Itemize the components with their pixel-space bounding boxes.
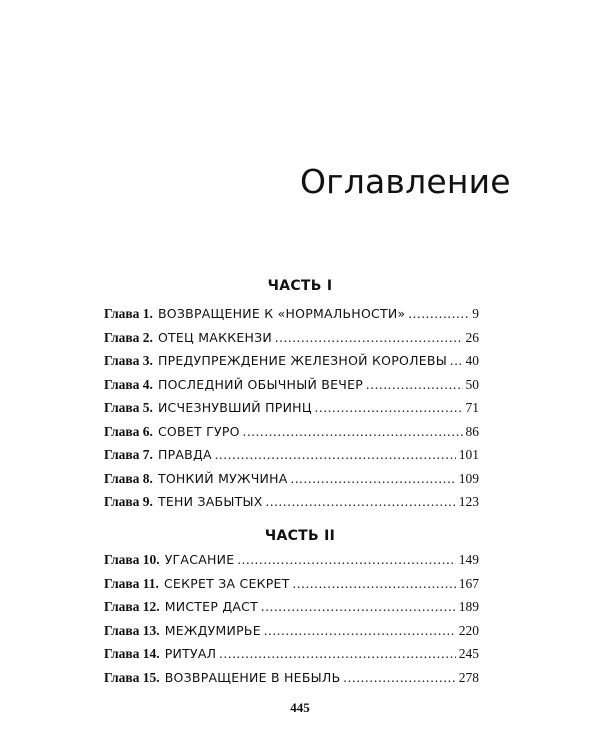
part-1-heading: ЧАСТЬ I xyxy=(267,278,333,294)
toc-page-number: 40 xyxy=(465,353,479,368)
toc-dot-leader xyxy=(291,471,456,487)
toc-dot-leader xyxy=(343,670,455,686)
toc-dot-leader xyxy=(264,623,456,639)
toc-entry xyxy=(104,424,479,448)
toc-chapter-label: Глава 12. xyxy=(104,599,160,614)
toc-dot-leader xyxy=(219,646,455,662)
toc-entry xyxy=(104,353,479,377)
toc-entry xyxy=(104,471,479,495)
part-2-toc-list xyxy=(104,552,479,693)
toc-chapter-label: Глава 5. xyxy=(104,400,153,415)
toc-chapter-label: Глава 2. xyxy=(104,329,153,345)
toc-page-number: 109 xyxy=(458,470,479,486)
toc-page-number: 86 xyxy=(465,423,479,439)
toc-chapter-label: Глава 9. xyxy=(104,494,153,509)
toc-chapter-label: Глава 8. xyxy=(104,470,153,486)
toc-dot-leader xyxy=(237,552,455,568)
toc-chapter-title: УГАСАНИЕ xyxy=(164,552,235,567)
toc-chapter-title: ИСЧЕЗНУВШИЙ ПРИНЦ xyxy=(157,400,312,415)
toc-entry xyxy=(104,552,479,576)
toc-chapter-title: ПРАВДА xyxy=(157,447,212,462)
page-title: Оглавление xyxy=(300,162,511,201)
toc-page-number: 220 xyxy=(458,622,479,638)
toc-entry xyxy=(104,599,479,623)
toc-chapter-label: Глава 14. xyxy=(104,646,160,661)
toc-page-number: 101 xyxy=(458,447,479,462)
toc-chapter-title: ВОЗВРАЩЕНИЕ В НЕБЫЛЬ xyxy=(164,669,341,685)
toc-entry xyxy=(104,576,479,600)
toc-entry xyxy=(104,670,479,694)
toc-entry xyxy=(104,330,479,354)
toc-entry xyxy=(104,646,479,670)
toc-chapter-title: МИСТЕР ДАСТ xyxy=(164,599,259,614)
toc-entry xyxy=(104,377,479,401)
toc-entry xyxy=(104,400,479,424)
toc-page-number: 189 xyxy=(458,599,479,614)
toc-dot-leader xyxy=(450,353,463,369)
toc-chapter-label: Глава 6. xyxy=(104,423,153,439)
toc-dot-leader xyxy=(408,306,469,322)
toc-entry xyxy=(104,447,479,471)
toc-chapter-label: Глава 1. xyxy=(104,306,153,321)
toc-chapter-title: СЕКРЕТ ЗА СЕКРЕТ xyxy=(163,575,290,591)
page-number: 445 xyxy=(290,700,310,715)
toc-dot-leader xyxy=(275,330,463,346)
toc-chapter-title: ПОСЛЕДНИЙ ОБЫЧНЫЙ ВЕЧЕР xyxy=(157,376,364,392)
toc-chapter-title: ТОНКИЙ МУЖЧИНА xyxy=(157,470,288,486)
toc-page-number: 123 xyxy=(458,494,479,509)
toc-entry xyxy=(104,623,479,647)
toc-dot-leader xyxy=(266,494,456,510)
toc-page-number: 149 xyxy=(458,552,479,567)
toc-page-number: 278 xyxy=(458,669,479,685)
part-2-heading: ЧАСТЬ II xyxy=(264,528,336,544)
toc-dot-leader xyxy=(366,377,462,393)
toc-page-number: 26 xyxy=(465,329,479,345)
toc-chapter-title: ПРЕДУПРЕЖДЕНИЕ ЖЕЛЕЗНОЙ КОРОЛЕВЫ xyxy=(157,353,447,368)
toc-chapter-label: Глава 4. xyxy=(104,376,153,392)
toc-entry xyxy=(104,306,479,330)
toc-page-number: 71 xyxy=(465,400,479,415)
toc-page-number: 167 xyxy=(458,575,479,591)
toc-dot-leader xyxy=(215,447,456,463)
toc-chapter-title: РИТУАЛ xyxy=(164,646,217,661)
toc-dot-leader xyxy=(315,400,463,416)
toc-chapter-label: Глава 3. xyxy=(104,353,153,368)
toc-chapter-label: Глава 7. xyxy=(104,447,153,462)
toc-page-number: 245 xyxy=(458,646,479,661)
toc-page-number: 9 xyxy=(472,306,479,321)
part-1-toc-list xyxy=(104,306,479,518)
toc-chapter-label: Глава 10. xyxy=(104,552,160,567)
toc-chapter-title: ТЕНИ ЗАБЫТЫХ xyxy=(157,494,263,509)
toc-entry xyxy=(104,494,479,518)
toc-dot-leader xyxy=(243,424,463,440)
toc-chapter-label: Глава 11. xyxy=(104,575,159,591)
toc-page-number: 50 xyxy=(465,376,479,392)
toc-chapter-title: СОВЕТ ГУРО xyxy=(157,423,240,439)
toc-chapter-label: Глава 15. xyxy=(104,669,160,685)
toc-dot-leader xyxy=(261,599,456,615)
toc-dot-leader xyxy=(293,576,456,592)
toc-chapter-title: МЕЖДУМИРЬЕ xyxy=(164,622,261,638)
toc-chapter-label: Глава 13. xyxy=(104,622,160,638)
toc-chapter-title: ВОЗВРАЩЕНИЕ К «НОРМАЛЬНОСТИ» xyxy=(157,306,406,321)
toc-chapter-title: ОТЕЦ МАККЕНЗИ xyxy=(157,329,272,345)
